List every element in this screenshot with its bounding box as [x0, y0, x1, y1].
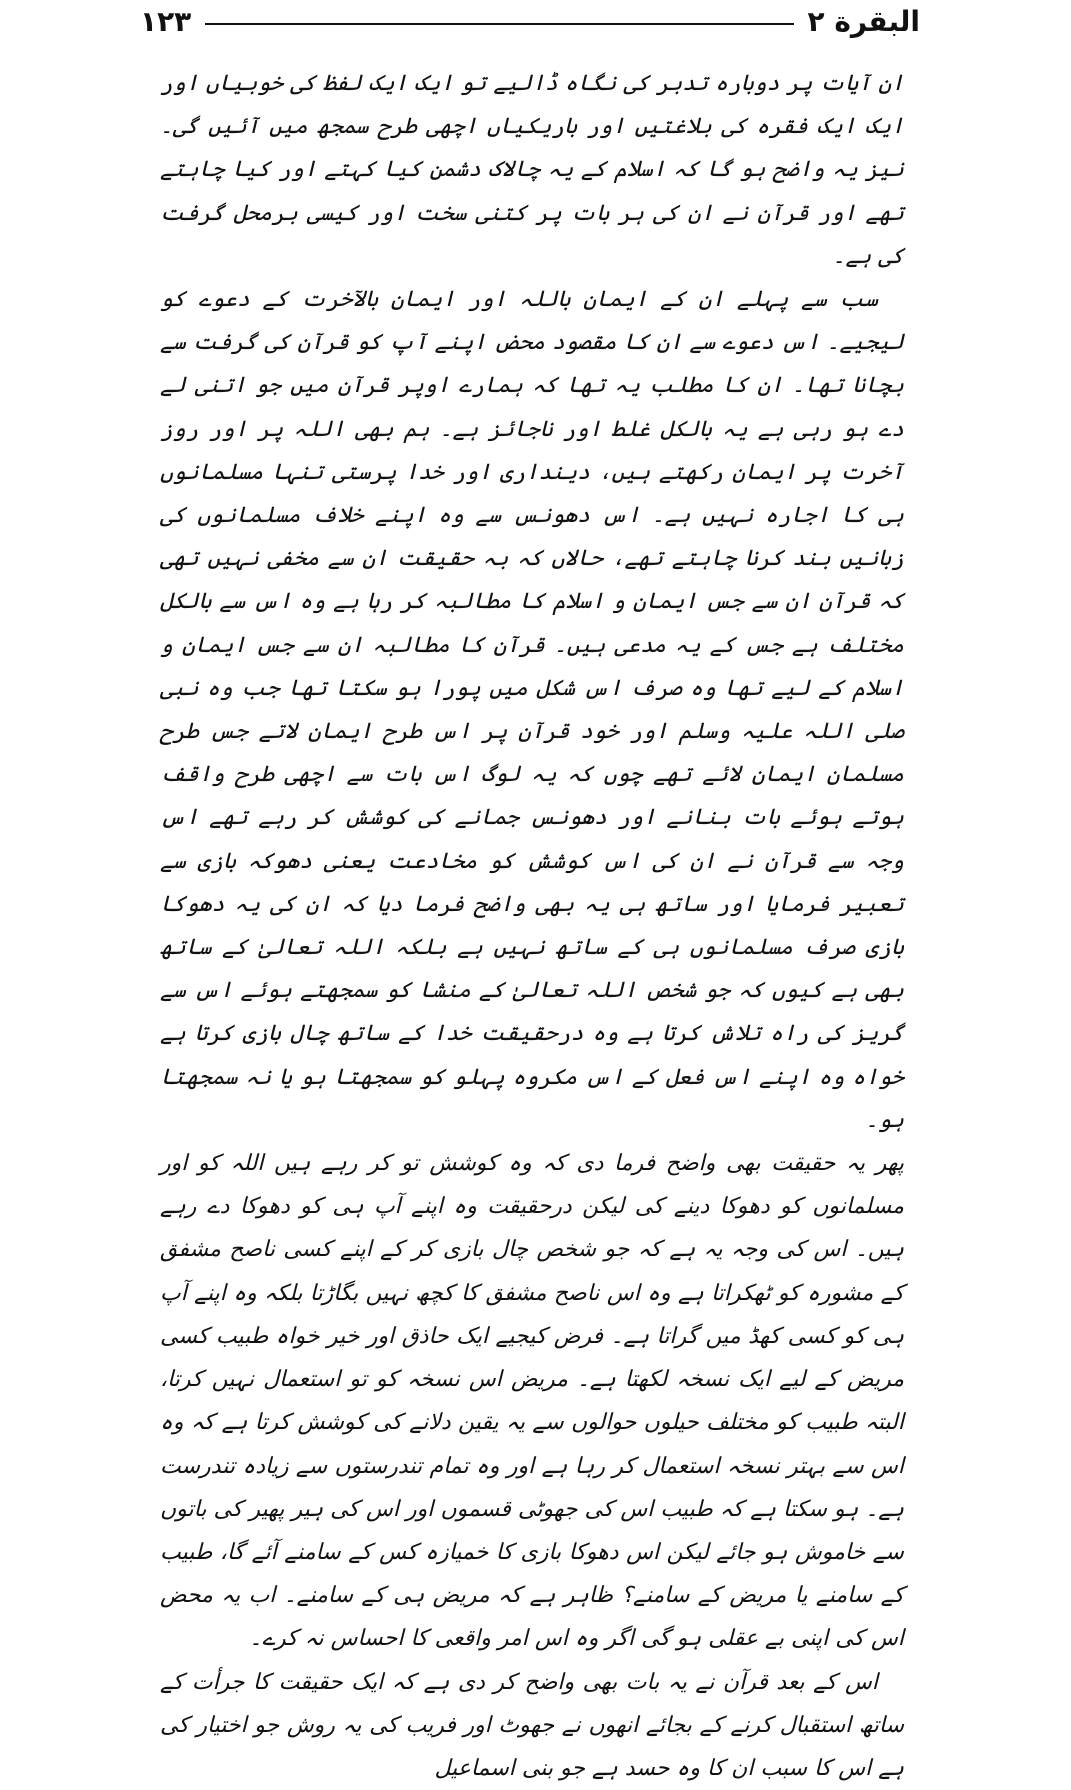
paragraph-1: ان آیات پر دوبارہ تدبر کی نگاہ ڈالیے تو ایک ایک لفظ کی خوبیاں اور ایک ایک فقرہ کی بلاغتیں اور باریکیاں اچھی طرح سمجھ میں آئیں گی۔ نیز یہ واضح ہو گا کہ اسلام کے یہ چالاک دشمن کیا کہتے اور کیا چاہتے تھے اور قرآن نے ان کی ہر بات پر کتنی سخت اور کیسی برمحل گرفت کی ہے۔: [160, 71, 904, 269]
page-header: [140, 4, 920, 40]
paragraph-4: اس کے بعد قرآن نے یہ بات بھی واضح کر دی ہے کہ ایک حقیقت کا جرأت کے ساتھ استقبال کرنے کے بجائے انھوں نے جھوٹ اور فریب کی یہ روش جو اختیار کی ہے اس کا سبب ان کا وہ حسد ہے جو بنی اسماعیل: [160, 1669, 904, 1781]
body-text: [160, 62, 904, 1790]
header-rule: [205, 23, 793, 25]
page-number: ۱۲۳: [140, 5, 192, 38]
running-title: البقرة ۲: [807, 5, 920, 38]
paragraph-2: سب سے پہلے ان کے ایمان باللہ اور ایمان بالآخرت کے دعوے کو لیجیے۔ اس دعوے سے ان کا مقصود محض اپنے آپ کو قرآن کی گرفت سے بچانا تھا۔ ان کا مطلب یہ تھا کہ ہمارے اوپر قرآن میں جو اتنی لے دے ہو رہی ہے یہ بالکل غلط اور ناجائز ہے۔ ہم بھی اللہ پر اور روز آخرت پر ایمان رکھتے ہیں، دینداری اور خدا پرستی تنہا مسلمانوں ہی کا اجارہ نہیں ہے۔ اس دھونس سے وہ اپنے خلاف مسلمانوں کی زبانیں بند کرنا چاہتے تھے، حالاں کہ بہ حقیقت ان سے مخفی نہیں تھی کہ قرآن ان سے جس ایمان و اسلام کا مطالبہ کر رہا ہے وہ اس سے بالکل مختلف ہے جس کے یہ مدعی ہیں۔ قرآن کا مطالبہ ان سے جس ایمان و اسلام کے لیے تھا وہ صرف اس شکل میں پورا ہو سکتا تھا جب وہ نبی صلی اللہ علیہ وسلم اور خود قرآن پر اس طرح ایمان لاتے جس طرح مسلمان ایمان لائے تھے چوں کہ یہ لوگ اس بات سے اچھی طرح واقف ہوتے ہوئے بات بنانے اور دھونس جمانے کی کوشش کر رہے تھے اس وجہ سے قرآن نے ان کی اس کوشش کو مخادعت یعنی دھوکہ بازی سے تعبیر فرمایا اور ساتھ ہی یہ بھی واضح فرما دیا کہ ان کی یہ دھوکا بازی صرف مسلمانوں ہی کے ساتھ نہیں ہے بلکہ اللہ تعالیٰ کے ساتھ بھی ہے کیوں کہ جو شخص اللہ تعالیٰ کے منشا کو سمجھتے ہوئے اس سے گریز کی راہ تلاش کرتا ہے وہ درحقیقت خدا کے ساتھ چال بازی کرتا ہے خواہ وہ اپنے اس فعل کے اس مکروہ پہلو کو سمجھتا ہو یا نہ سمجھتا ہو۔: [160, 287, 904, 1133]
paragraph-3: پھر یہ حقیقت بھی واضح فرما دی کہ وہ کوشش تو کر رہے ہیں اللہ کو اور مسلمانوں کو دھوکا دینے کی لیکن درحقیقت وہ اپنے آپ ہی کو دھوکا دے رہے ہیں۔ اس کی وجہ یہ ہے کہ جو شخص چال بازی کر کے اپنے کسی ناصح مشفق کے مشورہ کو ٹھکراتا ہے وہ اس ناصح مشفق کا کچھ نہیں بگاڑتا بلکہ وہ اپنے آپ ہی کو کسی کھڈ میں گراتا ہے۔ فرض کیجیے ایک حاذق اور خیر خواہ طبیب کسی مریض کے لیے ایک نسخہ لکھتا ہے۔ مریض اس نسخہ کو تو استعمال نہیں کرتا، البتہ طبیب کو مختلف حیلوں حوالوں سے یہ یقین دلانے کی کوشش کرتا ہے کہ وہ اس سے بہتر نسخہ استعمال کر رہا ہے اور وہ تمام تندرستوں سے زیادہ تندرست ہے۔ ہو سکتا ہے کہ طبیب اس کی جھوٹی قسموں اور اس کی ہیر پھیر کی باتوں سے خاموش ہو جائے لیکن اس دھوکا بازی کا خمیازہ کس کے سامنے آئے گا، طبیب کے سامنے یا مریض کے سامنے؟ ظاہر ہے کہ مریض ہی کے سامنے۔ اب یہ محض اس کی اپنی بے عقلی ہو گی اگر وہ اس امر واقعی کا احساس نہ کرے۔: [160, 1151, 904, 1652]
